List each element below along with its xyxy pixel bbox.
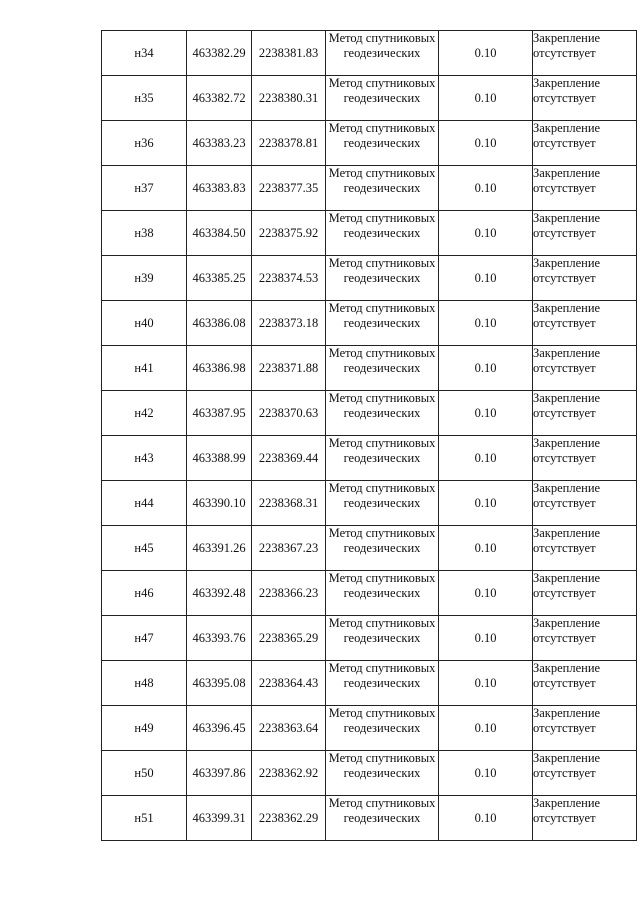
table-row [102,301,637,346]
coordinate-x: 463395.08 [192,675,246,690]
coordinate-y: 2238374.53 [258,270,319,285]
fixing-line-2: отсутствует [533,766,596,780]
coordinate-x: 463397.86 [192,765,246,780]
coordinate-y: 2238363.64 [258,720,319,735]
method-line-1: Метод спутниковых [328,256,436,270]
point-name: н39 [134,270,154,285]
fixing-cell [533,616,637,661]
method-line-2: геодезических [343,766,421,780]
fixing-line-2: отсутствует [533,181,596,195]
point-name: н44 [134,495,154,510]
point-name-cell [102,661,187,706]
point-name-cell [102,526,187,571]
table-row [102,571,637,616]
method-line-1: Метод спутниковых [328,661,436,675]
fixing-cell [533,481,637,526]
coordinate-y: 2238381.83 [258,45,319,60]
point-name: н51 [134,810,154,825]
coordinate-x: 463399.31 [192,810,246,825]
coordinate-x: 463386.98 [192,360,246,375]
coordinate-x-cell [187,256,252,301]
coordinate-x-cell [187,436,252,481]
point-name-cell [102,301,187,346]
fixing-line-2: отсутствует [533,631,596,645]
point-name-cell [102,481,187,526]
point-name: н47 [134,630,154,645]
method-line-2: геодезических [343,226,421,240]
fixing-line-2: отсутствует [533,136,596,150]
precision-cell [439,661,533,706]
precision-value: 0.10 [474,810,497,825]
fixing-line-2: отсутствует [533,496,596,510]
precision-cell [439,121,533,166]
coordinate-y-cell [252,616,326,661]
coordinate-y-cell [252,211,326,256]
coordinate-x-cell [187,76,252,121]
table-row [102,481,637,526]
method-line-2: геодезических [343,721,421,735]
table-row [102,796,637,841]
point-name: н37 [134,180,154,195]
method-line-1: Метод спутниковых [328,706,436,720]
precision-cell [439,571,533,616]
method-line-1: Метод спутниковых [328,391,436,405]
precision-cell [439,706,533,751]
precision-cell [439,76,533,121]
coordinate-y-cell [252,391,326,436]
table-row [102,346,637,391]
table-row [102,706,637,751]
precision-value: 0.10 [474,360,497,375]
fixing-cell [533,706,637,751]
coordinates-table-body [102,31,637,841]
fixing-line-2: отсутствует [533,721,596,735]
fixing-line-2: отсутствует [533,271,596,285]
method-cell [326,616,439,661]
coordinate-y: 2238368.31 [258,495,319,510]
coordinate-x-cell [187,661,252,706]
coordinate-y-cell [252,31,326,76]
point-name: н35 [134,90,154,105]
table-row [102,616,637,661]
method-cell [326,166,439,211]
precision-cell [439,346,533,391]
precision-value: 0.10 [474,135,497,150]
point-name-cell [102,391,187,436]
precision-value: 0.10 [474,495,497,510]
coordinate-x-cell [187,346,252,391]
point-name-cell [102,436,187,481]
method-line-2: геодезических [343,136,421,150]
fixing-line-1: Закрепление [533,481,601,495]
fixing-line-1: Закрепление [533,346,601,360]
coordinate-x-cell [187,706,252,751]
coordinate-y: 2238362.92 [258,765,319,780]
precision-value: 0.10 [474,225,497,240]
coordinate-y: 2238367.23 [258,540,319,555]
point-name: н49 [134,720,154,735]
coordinate-y: 2238373.18 [258,315,319,330]
coordinate-x-cell [187,301,252,346]
fixing-line-2: отсутствует [533,586,596,600]
coordinate-x: 463383.83 [192,180,246,195]
point-name-cell [102,166,187,211]
precision-cell [439,796,533,841]
coordinate-y: 2238380.31 [258,90,319,105]
precision-cell [439,166,533,211]
coordinate-y-cell [252,256,326,301]
fixing-cell [533,76,637,121]
method-line-1: Метод спутниковых [328,796,436,810]
precision-cell [439,751,533,796]
coordinate-x-cell [187,796,252,841]
point-name: н41 [134,360,154,375]
precision-value: 0.10 [474,45,497,60]
method-cell [326,481,439,526]
fixing-line-2: отсутствует [533,406,596,420]
method-line-1: Метод спутниковых [328,616,436,630]
point-name: н34 [134,45,154,60]
point-name: н42 [134,405,154,420]
table-row [102,526,637,571]
coordinate-y-cell [252,796,326,841]
fixing-line-1: Закрепление [533,76,601,90]
point-name: н40 [134,315,154,330]
table-row [102,76,637,121]
coordinate-x: 463388.99 [192,450,246,465]
method-line-2: геодезических [343,631,421,645]
fixing-cell [533,121,637,166]
method-line-1: Метод спутниковых [328,436,436,450]
fixing-line-1: Закрепление [533,391,601,405]
coordinate-x-cell [187,616,252,661]
precision-value: 0.10 [474,270,497,285]
coordinate-x: 463382.72 [192,90,246,105]
coordinate-x: 463386.08 [192,315,246,330]
fixing-line-1: Закрепление [533,706,601,720]
table-row [102,166,637,211]
method-line-1: Метод спутниковых [328,526,436,540]
coordinate-y: 2238364.43 [258,675,319,690]
table-row [102,661,637,706]
coordinate-x: 463396.45 [192,720,246,735]
precision-value: 0.10 [474,405,497,420]
precision-value: 0.10 [474,765,497,780]
point-name-cell [102,706,187,751]
point-name-cell [102,76,187,121]
coordinate-y: 2238370.63 [258,405,319,420]
fixing-line-1: Закрепление [533,301,601,315]
coordinate-y-cell [252,436,326,481]
fixing-line-2: отсутствует [533,451,596,465]
method-line-2: геодезических [343,496,421,510]
method-line-2: геодезических [343,406,421,420]
fixing-cell [533,526,637,571]
method-cell [326,751,439,796]
coordinate-x-cell [187,31,252,76]
coordinate-x: 463391.26 [192,540,246,555]
coordinate-x-cell [187,751,252,796]
fixing-line-1: Закрепление [533,436,601,450]
point-name-cell [102,211,187,256]
precision-cell [439,616,533,661]
coordinate-y-cell [252,121,326,166]
coordinate-y-cell [252,706,326,751]
fixing-line-1: Закрепление [533,31,601,45]
fixing-line-2: отсутствует [533,226,596,240]
coordinate-x-cell [187,481,252,526]
table-row [102,31,637,76]
fixing-line-1: Закрепление [533,796,601,810]
coordinate-y: 2238377.35 [258,180,319,195]
coordinate-x: 463390.10 [192,495,246,510]
table-row [102,211,637,256]
method-line-1: Метод спутниковых [328,166,436,180]
fixing-cell [533,391,637,436]
method-line-1: Метод спутниковых [328,346,436,360]
fixing-line-1: Закрепление [533,166,601,180]
fixing-cell [533,166,637,211]
coordinate-x: 463393.76 [192,630,246,645]
precision-value: 0.10 [474,720,497,735]
coordinate-x: 463392.48 [192,585,246,600]
precision-value: 0.10 [474,630,497,645]
coordinate-y-cell [252,481,326,526]
fixing-cell [533,751,637,796]
coordinate-x-cell [187,571,252,616]
coordinate-y: 2238369.44 [258,450,319,465]
precision-cell [439,256,533,301]
coordinate-x: 463382.29 [192,45,246,60]
precision-value: 0.10 [474,585,497,600]
method-cell [326,256,439,301]
method-cell [326,301,439,346]
coordinate-y: 2238362.29 [258,810,319,825]
method-line-2: геодезических [343,541,421,555]
method-line-1: Метод спутниковых [328,31,436,45]
method-cell [326,571,439,616]
method-cell [326,211,439,256]
fixing-line-1: Закрепление [533,616,601,630]
method-line-2: геодезических [343,451,421,465]
fixing-cell [533,301,637,346]
point-name-cell [102,571,187,616]
fixing-line-1: Закрепление [533,526,601,540]
precision-cell [439,436,533,481]
method-line-1: Метод спутниковых [328,211,436,225]
point-name: н46 [134,585,154,600]
method-cell [326,526,439,571]
point-name-cell [102,796,187,841]
coordinate-y: 2238366.23 [258,585,319,600]
table-row [102,436,637,481]
point-name: н48 [134,675,154,690]
coordinate-x: 463384.50 [192,225,246,240]
precision-value: 0.10 [474,675,497,690]
fixing-line-1: Закрепление [533,661,601,675]
method-cell [326,661,439,706]
coordinate-y-cell [252,346,326,391]
method-cell [326,796,439,841]
coordinate-x-cell [187,166,252,211]
fixing-cell [533,436,637,481]
method-cell [326,706,439,751]
coordinate-y-cell [252,301,326,346]
coordinate-y: 2238375.92 [258,225,319,240]
precision-value: 0.10 [474,90,497,105]
fixing-cell [533,346,637,391]
precision-value: 0.10 [474,450,497,465]
precision-value: 0.10 [474,315,497,330]
fixing-line-2: отсутствует [533,46,596,60]
fixing-line-2: отсутствует [533,361,596,375]
fixing-line-2: отсутствует [533,91,596,105]
method-line-1: Метод спутниковых [328,301,436,315]
method-cell [326,346,439,391]
method-cell [326,31,439,76]
precision-cell [439,301,533,346]
method-line-2: геодезических [343,91,421,105]
fixing-cell [533,256,637,301]
method-cell [326,121,439,166]
method-line-1: Метод спутниковых [328,571,436,585]
method-line-2: геодезических [343,811,421,825]
coordinate-x: 463387.95 [192,405,246,420]
method-line-1: Метод спутниковых [328,481,436,495]
fixing-cell [533,211,637,256]
point-name: н38 [134,225,154,240]
method-line-2: геодезических [343,361,421,375]
coordinate-y: 2238365.29 [258,630,319,645]
fixing-line-1: Закрепление [533,571,601,585]
precision-cell [439,211,533,256]
coordinate-x: 463385.25 [192,270,246,285]
precision-cell [439,31,533,76]
method-line-1: Метод спутниковых [328,76,436,90]
method-line-2: геодезических [343,181,421,195]
fixing-line-2: отсутствует [533,316,596,330]
coordinate-x-cell [187,391,252,436]
precision-value: 0.10 [474,540,497,555]
point-name-cell [102,751,187,796]
coordinate-x-cell [187,121,252,166]
point-name-cell [102,616,187,661]
precision-cell [439,481,533,526]
method-line-2: геодезических [343,676,421,690]
point-name: н43 [134,450,154,465]
point-name-cell [102,31,187,76]
table-row [102,391,637,436]
point-name: н36 [134,135,154,150]
coordinate-y-cell [252,166,326,211]
method-line-2: геодезических [343,316,421,330]
point-name-cell [102,256,187,301]
fixing-line-2: отсутствует [533,676,596,690]
coordinate-x-cell [187,526,252,571]
fixing-line-1: Закрепление [533,256,601,270]
point-name-cell [102,121,187,166]
fixing-line-1: Закрепление [533,121,601,135]
coordinate-y-cell [252,571,326,616]
method-cell [326,391,439,436]
method-line-1: Метод спутниковых [328,121,436,135]
point-name: н45 [134,540,154,555]
method-line-1: Метод спутниковых [328,751,436,765]
coordinate-y-cell [252,526,326,571]
precision-cell [439,391,533,436]
method-cell [326,76,439,121]
table-row [102,121,637,166]
fixing-cell [533,571,637,616]
precision-cell [439,526,533,571]
point-name: н50 [134,765,154,780]
method-line-2: геодезических [343,586,421,600]
method-cell [326,436,439,481]
fixing-line-1: Закрепление [533,211,601,225]
coordinate-x-cell [187,211,252,256]
fixing-line-2: отсутствует [533,811,596,825]
fixing-cell [533,31,637,76]
coordinate-x: 463383.23 [192,135,246,150]
method-line-2: геодезических [343,271,421,285]
table-row [102,751,637,796]
method-line-2: геодезических [343,46,421,60]
point-name-cell [102,346,187,391]
coordinate-y-cell [252,76,326,121]
fixing-line-2: отсутствует [533,541,596,555]
fixing-cell [533,796,637,841]
fixing-line-1: Закрепление [533,751,601,765]
coordinate-y-cell [252,661,326,706]
coordinate-y: 2238371.88 [258,360,319,375]
coordinate-y-cell [252,751,326,796]
fixing-cell [533,661,637,706]
precision-value: 0.10 [474,180,497,195]
coordinates-table [101,30,637,841]
table-row [102,256,637,301]
coordinate-y: 2238378.81 [258,135,319,150]
